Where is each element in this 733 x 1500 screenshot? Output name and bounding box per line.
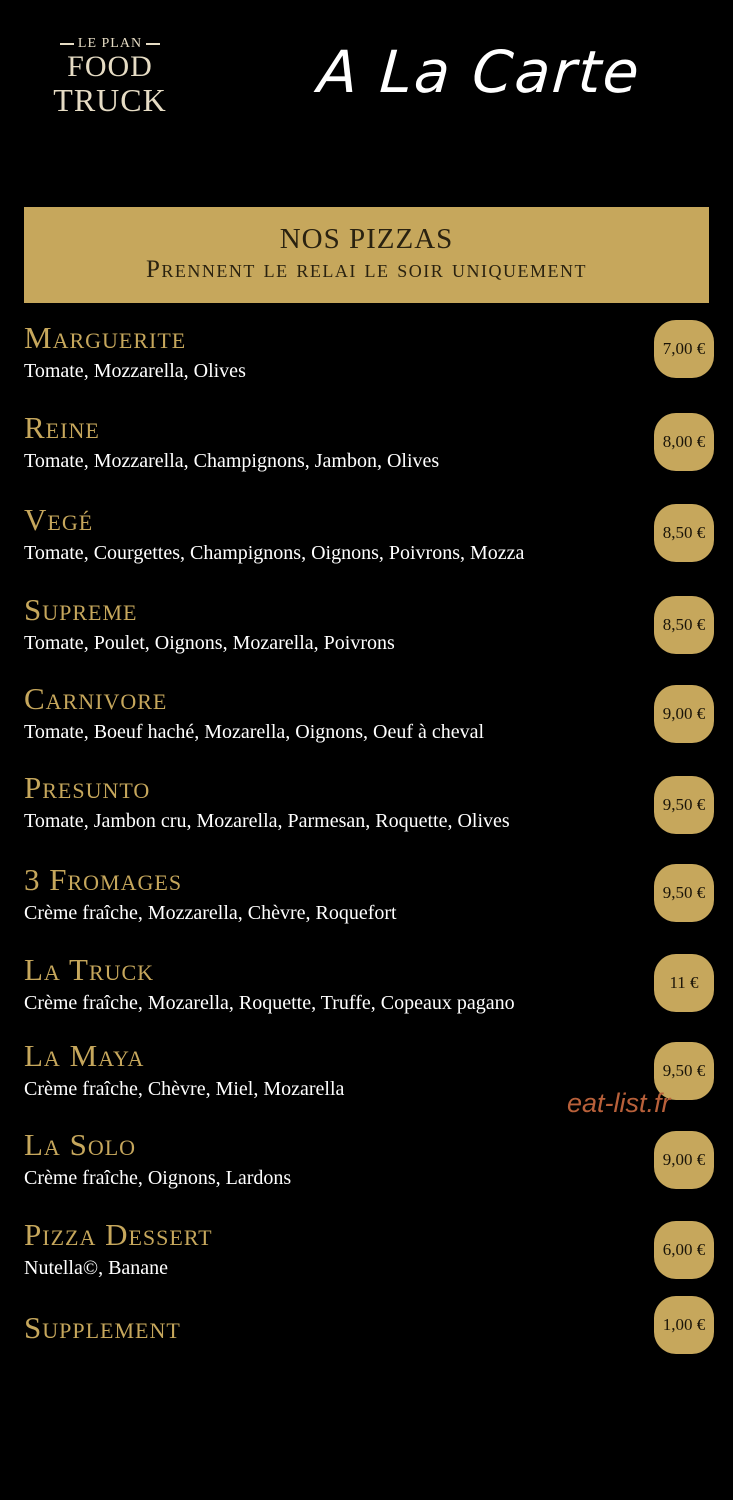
- menu-item: [24, 1217, 714, 1281]
- item-name: Marguerite: [24, 320, 187, 355]
- item-name: 3 Fromages: [24, 862, 183, 897]
- logo-truck: TRUCK: [53, 82, 167, 118]
- menu-item: [24, 410, 714, 474]
- item-name: La Solo: [24, 1127, 137, 1162]
- item-description: Tomate, Jambon cru, Mozarella, Parmesan, Roquette, Olives: [24, 810, 510, 832]
- price-badge: 8,00 €: [654, 413, 714, 471]
- banner-title: NOS PIZZAS: [279, 223, 454, 255]
- price-badge: 9,50 €: [654, 864, 714, 922]
- item-name: La Truck: [24, 952, 155, 987]
- item-description: Tomate, Courgettes, Champignons, Oignons, Poivrons, Mozza: [24, 542, 525, 564]
- menu-item: [24, 320, 714, 384]
- logo-food-text: FOOD: [67, 50, 153, 83]
- item-name: Reine: [24, 410, 100, 445]
- item-description: Tomate, Poulet, Oignons, Mozarella, Poivrons: [24, 632, 395, 654]
- item-description: Crème fraîche, Mozarella, Roquette, Truffe, Copeaux pagano: [24, 992, 515, 1014]
- watermark: eat-list.fr: [567, 1088, 671, 1118]
- menu-item: [24, 770, 714, 834]
- item-name: Supreme: [24, 592, 138, 627]
- price-badge: 9,00 €: [654, 1131, 714, 1189]
- item-description: Crème fraîche, Chèvre, Miel, Mozarella: [24, 1078, 345, 1100]
- price-badge: 8,50 €: [654, 596, 714, 654]
- item-description: Tomate, Boeuf haché, Mozarella, Oignons, Oeuf à cheval: [24, 721, 485, 743]
- menu-item: [24, 1127, 714, 1191]
- price-badge: 8,50 €: [654, 504, 714, 562]
- menu-item: [24, 592, 714, 656]
- banner-subtitle: Prennent le relai le soir uniquement: [145, 256, 588, 283]
- price-badge: 7,00 €: [654, 320, 714, 378]
- price-badge: 9,50 €: [654, 776, 714, 834]
- item-description: Tomate, Mozzarella, Champignons, Jambon, Olives: [24, 450, 440, 472]
- price-badge: 11 €: [654, 954, 714, 1012]
- price-badge: 9,50 €: [654, 1042, 714, 1100]
- page-title: A La Carte: [315, 38, 644, 106]
- item-name: Pizza Dessert: [24, 1217, 213, 1252]
- price-badge: 1,00 €: [654, 1296, 714, 1354]
- item-name: Presunto: [24, 770, 151, 805]
- item-description: Tomate, Mozzarella, Olives: [24, 360, 246, 382]
- item-description: Nutella©, Banane: [24, 1257, 169, 1279]
- item-name: La Maya: [24, 1038, 145, 1073]
- logo-top-text: LE PLAN: [77, 36, 143, 51]
- menu-item: [24, 681, 714, 745]
- menu-item: [24, 502, 714, 566]
- item-description: Crème fraîche, Mozzarella, Chèvre, Roquefort: [24, 902, 397, 924]
- item-name: Supplement: [24, 1310, 181, 1345]
- price-badge: 6,00 €: [654, 1221, 714, 1279]
- item-name: Vegé: [24, 502, 94, 537]
- menu-item: [24, 862, 714, 926]
- price-badge: 9,00 €: [654, 685, 714, 743]
- menu-item: [24, 1310, 714, 1348]
- menu-item: [24, 952, 714, 1016]
- item-description: Crème fraîche, Oignons, Lardons: [24, 1167, 292, 1189]
- item-name: Carnivore: [24, 681, 168, 716]
